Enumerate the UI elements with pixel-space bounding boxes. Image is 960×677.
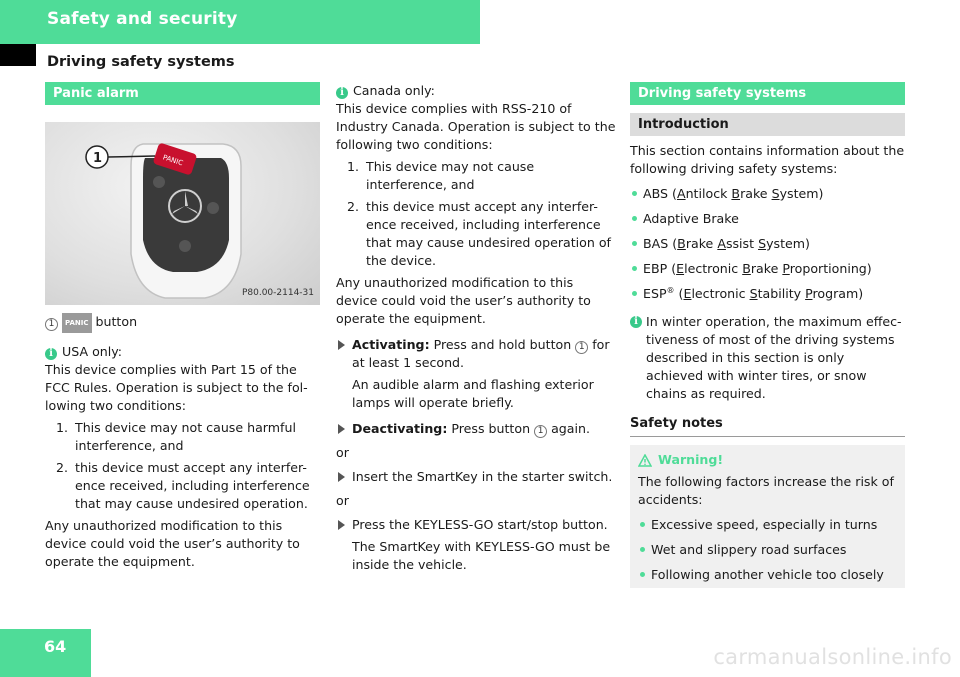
lock-button bbox=[153, 176, 165, 188]
warning-intro: The following factors increase the risk of accidents: bbox=[638, 474, 894, 507]
legend-number: 1 bbox=[45, 318, 58, 331]
callout-line bbox=[108, 156, 155, 157]
canada-intro-row bbox=[336, 82, 616, 100]
list-item: 1. This device may not cause harmful interference, and bbox=[56, 420, 296, 453]
list-item: ABS (Antilock Brake System) bbox=[630, 185, 905, 203]
list-item: Excessive speed, especially in turns bbox=[638, 516, 897, 534]
legend-row bbox=[45, 313, 320, 333]
systems-list bbox=[630, 185, 905, 303]
watermark: carmanualsonline.info bbox=[713, 645, 952, 669]
or-separator: or bbox=[336, 445, 349, 460]
page-number-box bbox=[0, 629, 91, 677]
arrow-icon bbox=[338, 424, 345, 434]
usa-warning-text: Any unauthorized modification to this device could void the user’s authority to operate the equipment. bbox=[45, 518, 300, 569]
canada-intro: Canada only: bbox=[353, 83, 435, 98]
activating-step: Activating: Press and hold button 1 for at least 1 second. bbox=[336, 336, 616, 372]
panic-badge: PANIC bbox=[62, 313, 92, 333]
canada-conditions bbox=[336, 158, 616, 270]
press-step: Press the KEYLESS-GO start/stop button. bbox=[336, 516, 616, 534]
column-panic-alarm bbox=[45, 82, 320, 571]
warning-box bbox=[630, 445, 905, 588]
activating-note: An audible alarm and flashing exterior lamps will operate briefly. bbox=[352, 377, 594, 410]
or-separator: or bbox=[336, 493, 349, 508]
trunk-button bbox=[179, 240, 191, 252]
warning-triangle-icon bbox=[638, 454, 652, 467]
canada-warning-text: Any unauthorized modification to this device could void the user’s authority to operate the equipment. bbox=[336, 275, 591, 326]
usa-intro-row bbox=[45, 343, 320, 361]
list-item: Adaptive Brake bbox=[630, 210, 905, 228]
usa-conditions bbox=[45, 419, 320, 513]
column-panic-continued bbox=[336, 82, 616, 574]
page-number: 64 bbox=[44, 637, 67, 656]
driving-safety-heading: Driving safety systems bbox=[630, 82, 905, 105]
warning-label: Warning! bbox=[658, 452, 724, 467]
introduction-heading: Introduction bbox=[630, 113, 905, 136]
image-code: P80.00-2114-31 bbox=[241, 288, 314, 298]
winter-note: i In winter operation, the maximum effec-tiveness of most of the driving systems described in this section is only achieved with winter tires, or snow chains as required. bbox=[630, 313, 905, 403]
info-icon: i bbox=[336, 87, 348, 99]
section-title: Safety and security bbox=[47, 9, 238, 29]
section-banner bbox=[0, 0, 480, 44]
button-ref-number: 1 bbox=[575, 341, 588, 354]
info-icon: i bbox=[630, 316, 642, 328]
callout-number: 1 bbox=[93, 151, 103, 166]
canada-text: This device complies with RSS-210 of Industry Canada. Operation is subject to the following two conditions: bbox=[336, 101, 616, 152]
press-note: The SmartKey with KEYLESS-GO must be inside the vehicle. bbox=[352, 539, 611, 572]
key-button-panel bbox=[143, 158, 229, 272]
button-ref-number: 1 bbox=[534, 425, 547, 438]
safety-notes-heading: Safety notes bbox=[630, 415, 905, 437]
smartkey-illustration bbox=[45, 122, 320, 305]
panic-alarm-heading: Panic alarm bbox=[45, 82, 320, 105]
list-item: 1. This device may not cause interference, and bbox=[347, 159, 535, 192]
arrow-icon bbox=[338, 340, 345, 350]
column-driving-safety bbox=[630, 82, 905, 588]
warning-header bbox=[638, 451, 897, 469]
page-subtitle: Driving safety systems bbox=[47, 54, 235, 70]
unlock-button bbox=[207, 202, 219, 214]
usa-intro: USA only: bbox=[62, 344, 123, 359]
list-item: Following another vehicle too closely bbox=[638, 566, 897, 584]
section-tab-marker bbox=[0, 44, 36, 66]
legend-text: button bbox=[95, 314, 138, 329]
arrow-icon bbox=[338, 520, 345, 530]
insert-step: Insert the SmartKey in the starter switch. bbox=[336, 468, 616, 486]
intro-text: This section contains information about the following driving safety systems: bbox=[630, 143, 905, 176]
warning-list bbox=[638, 516, 897, 584]
deactivating-label: Deactivating: bbox=[352, 421, 448, 436]
list-item: ESP® (Electronic Stability Program) bbox=[630, 285, 905, 303]
smartkey-photo bbox=[45, 122, 320, 305]
list-item: EBP (Electronic Brake Proportioning) bbox=[630, 260, 905, 278]
info-icon: i bbox=[45, 348, 57, 360]
arrow-icon bbox=[338, 472, 345, 482]
activating-label: Activating: bbox=[352, 337, 430, 352]
list-item: 2. this device must accept any interfer-ence received, including interference that may cause undesired operation. bbox=[56, 460, 310, 511]
list-item: 2. this device must accept any interfer-ence received, including interference that may cause undesired operation of the device. bbox=[347, 199, 611, 268]
deactivating-step: Deactivating: Press button 1 again. bbox=[336, 420, 616, 438]
list-item: Wet and slippery road surfaces bbox=[638, 541, 897, 559]
usa-text: This device complies with Part 15 of the FCC Rules. Operation is subject to the fol-lowing two conditions: bbox=[45, 362, 308, 413]
panic-button-label: PANIC bbox=[161, 153, 184, 168]
list-item: BAS (Brake Assist System) bbox=[630, 235, 905, 253]
